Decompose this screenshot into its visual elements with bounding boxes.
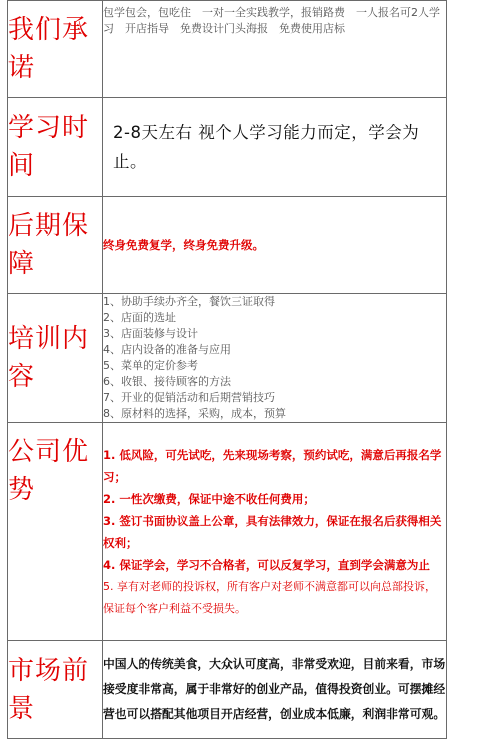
row-support	[8, 197, 447, 294]
study-time-text: 2-8天左右 视个人学习能力而定，学会为止。	[113, 123, 420, 171]
row-market	[8, 641, 447, 739]
label-promise: 我们承诺	[8, 1, 103, 98]
list-item: 4、店内设备的准备与应用	[103, 343, 231, 356]
list-item: 7、开业的促销活动和后期营销技巧	[103, 391, 275, 404]
list-item: 5、菜单的定价参考	[103, 359, 198, 372]
advantage-item: 2. 一性次缴费，保证中途不收任何费用；	[103, 491, 315, 506]
advantage-item: 1. 低风险，可先试吃，先来现场考察，预约试吃，满意后再报名学习；	[103, 447, 442, 484]
label-support: 后期保障	[8, 197, 103, 294]
row-promise	[8, 1, 447, 98]
row-study-time	[8, 98, 447, 197]
promise-text: 包学包会，包吃住 一对一全实践教学，报销路费 一人报名可2人学习 开店指导 免费设计门头海报 免费使用店标	[103, 6, 440, 35]
advantage-item: 3. 签订书面协议盖上公章，具有法律效力，保证在报名后获得相关权利；	[103, 513, 442, 550]
market-text: 中国人的传统美食，大众认可度高，非常受欢迎，目前来看，市场接受度非常高，属于非常好的创业产品，值得投资创业。可摆摊经营也可以搭配其他项目开店经营，创业成本低廉，利润非常可观。	[103, 657, 446, 721]
label-market: 市场前景	[8, 641, 103, 739]
advantage-item: 5. 享有对老师的投诉权，所有客户对老师不满意都可以向总部投诉，保证每个客户利益不受损失。	[103, 579, 436, 615]
row-advantages	[8, 423, 447, 641]
support-text: 终身免费复学，终身免费升级。	[103, 238, 264, 252]
advantage-item: 4. 保证学会，学习不合格者，可以反复学习，直到学会满意为止	[103, 557, 430, 572]
list-item: 1、协助手续办齐全，餐饮三证取得	[103, 295, 275, 308]
list-item: 3、店面装修与设计	[103, 327, 198, 340]
label-advantages: 公司优势	[8, 423, 103, 641]
training-list	[103, 294, 446, 422]
label-study-time: 学习时间	[8, 98, 103, 197]
list-item: 2、店面的选址	[103, 311, 176, 324]
list-item: 8、原材料的选择，采购，成本，预算	[103, 407, 286, 420]
info-table	[7, 0, 447, 739]
row-training	[8, 294, 447, 423]
list-item: 6、收银、接待顾客的方法	[103, 375, 231, 388]
label-training: 培训内容	[8, 294, 103, 423]
